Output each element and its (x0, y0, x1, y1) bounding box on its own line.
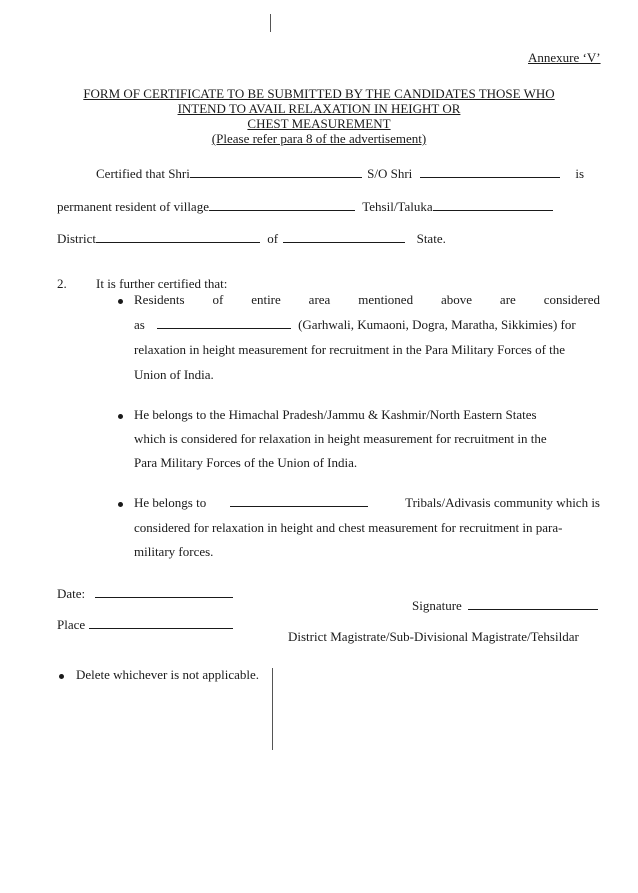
signature-label: Signature (412, 598, 462, 613)
place-label: Place (57, 617, 86, 632)
bullet2-line3: Para Military Forces of the Union of India. (134, 455, 358, 470)
bullet1-line3: relaxation in height measurement for recruitment in the Para Military Forces of the (134, 342, 566, 357)
b3-tribals-text: Tribals/Adivasis community which is (405, 495, 600, 510)
bullet-3 (118, 502, 123, 507)
b1-word-are: are (499, 292, 516, 307)
b1-groups-text: (Garhwali, Kumaoni, Dogra, Maratha, Sikkimies) for (298, 317, 576, 332)
para2-intro: It is further certified that: (96, 276, 228, 291)
of-label: of (267, 231, 279, 246)
date-field[interactable] (95, 586, 233, 598)
district-line (57, 231, 446, 247)
place-line (57, 617, 233, 633)
certified-that-line (96, 166, 584, 182)
district-field[interactable] (96, 231, 260, 243)
bullet1-line1 (134, 292, 600, 308)
form-title-line2: INTEND TO AVAIL RELAXATION IN HEIGHT OR (177, 101, 461, 116)
form-title-line4: (Please refer para 8 of the advertisement) (211, 131, 427, 146)
b1-word-above: above (440, 292, 473, 307)
tribal-community-field[interactable] (230, 495, 368, 507)
bullet-1 (118, 299, 123, 304)
b1-word-considered: considered (543, 292, 600, 307)
district-label: District (57, 231, 96, 246)
scan-mark-top (270, 14, 271, 32)
signature-field[interactable] (468, 598, 598, 610)
b1-word-residents: Residents (134, 292, 185, 307)
community-group-field[interactable] (157, 317, 291, 329)
b1-word-mentioned: mentioned (358, 292, 414, 307)
state-label: State. (416, 231, 446, 246)
b1-word-entire: entire (251, 292, 281, 307)
so-shri-label: S/O Shri (367, 166, 413, 181)
note-bullet (59, 674, 64, 679)
village-field[interactable] (209, 199, 355, 211)
permanent-resident-label: permanent resident of village (57, 199, 209, 214)
date-label: Date: (57, 586, 86, 601)
bullet2-line2: which is considered for relaxation in height measurement for recruitment in the (134, 431, 547, 446)
b1-as-label: as (134, 317, 145, 332)
tehsil-field[interactable] (433, 199, 553, 211)
signature-line (412, 598, 598, 614)
bullet3-line3: military forces. (134, 544, 214, 559)
bullet-2 (118, 414, 123, 419)
bullet3-line2: considered for relaxation in height and chest measurement for recruitment in para- (134, 520, 563, 535)
tehsil-label: Tehsil/Taluka (362, 199, 433, 214)
annexure-label: Annexure ‘V’ (528, 50, 601, 65)
bullet1-line4: Union of India. (134, 367, 214, 382)
father-name-field[interactable] (420, 166, 560, 178)
note-text: Delete whichever is not applicable. (76, 667, 260, 682)
resident-line (57, 199, 553, 215)
is-label: is (575, 166, 584, 181)
authority-designation: District Magistrate/Sub-Divisional Magistrate/Tehsildar (288, 629, 579, 644)
bullet1-line2 (134, 317, 576, 333)
certified-that-label: Certified that Shri (96, 166, 190, 181)
b1-word-of: of (212, 292, 224, 307)
form-title-line3: CHEST MEASUREMENT (247, 116, 391, 131)
bullet3-line1 (134, 495, 600, 511)
place-field[interactable] (89, 617, 233, 629)
candidate-name-field[interactable] (190, 166, 362, 178)
scan-mark-middle (272, 668, 273, 750)
state-field[interactable] (283, 231, 405, 243)
form-title-line1: FORM OF CERTIFICATE TO BE SUBMITTED BY THE CANDIDATES THOSE WHO (83, 86, 555, 101)
bullet2-line1: He belongs to the Himachal Pradesh/Jammu & Kashmir/North Eastern States (134, 407, 537, 422)
date-line (57, 586, 233, 602)
b3-he-belongs-label: He belongs to (134, 495, 207, 510)
para2-number: 2. (57, 276, 67, 291)
b1-word-area: area (308, 292, 331, 307)
